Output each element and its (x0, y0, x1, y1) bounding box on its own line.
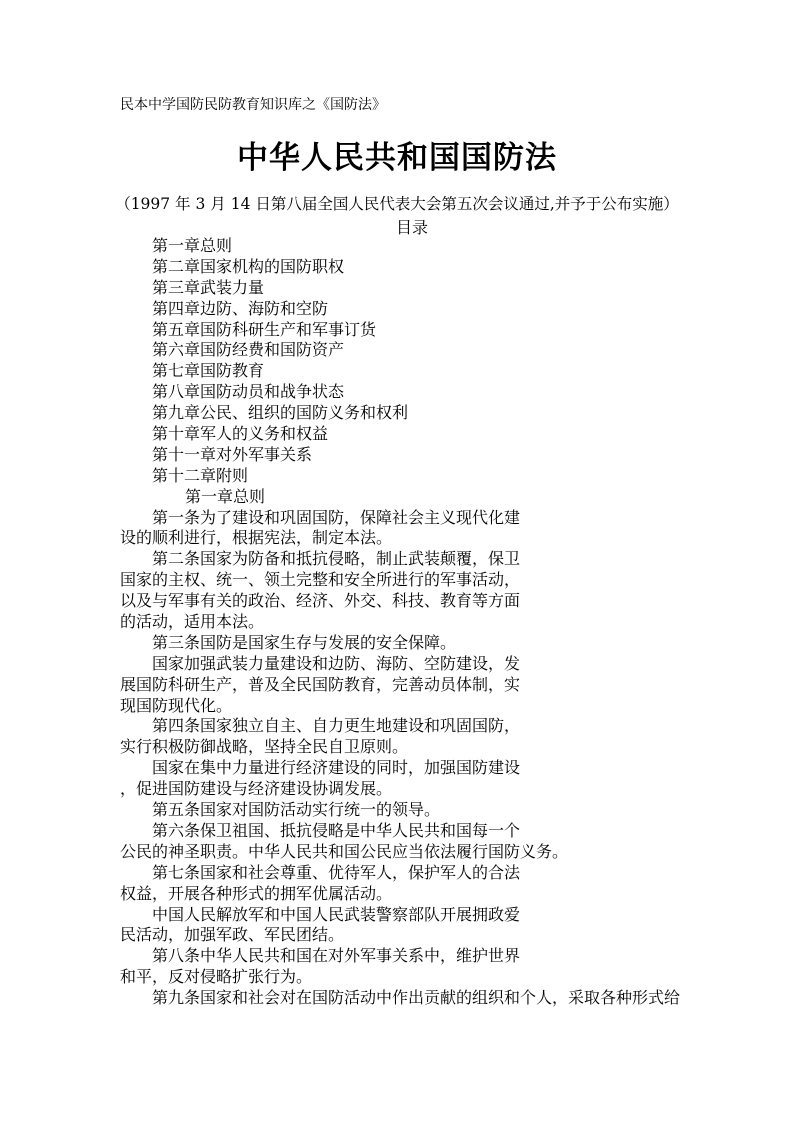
paragraph-line: 公民的神圣职责。中华人民共和国公民应当依法履行国防义务。 (120, 841, 569, 861)
document-title: 中华人民共和国国防法 (237, 140, 557, 176)
paragraph-line: 以及与军事有关的政治、经济、外交、科技、教育等方面 (120, 591, 521, 611)
article-paragraph (120, 800, 720, 821)
article-paragraph (120, 716, 720, 758)
paragraph-line: 第一条为了建设和巩固国防，保障社会主义现代化建 (152, 507, 521, 527)
article-paragraph (120, 863, 720, 905)
article-paragraph (120, 946, 720, 988)
paragraph-line: 第六条保卫祖国、抵抗侵略是中华人民共和国每一个 (152, 820, 521, 840)
toc-item: 第四章边防、海防和空防 (152, 298, 329, 318)
article-paragraph (120, 758, 720, 800)
paragraph-line: 中国人民解放军和中国人民武装警察部队开展拥政爱 (152, 904, 521, 924)
toc-item: 第六章国防经费和国防资产 (152, 340, 345, 360)
toc-item: 第三章武装力量 (152, 277, 265, 297)
toc-item: 第十一章对外军事关系 (152, 444, 313, 464)
toc-item: 第八章国防动员和战争状态 (152, 382, 345, 402)
paragraph-line: ，促进国防建设与经济建设协调发展。 (120, 779, 393, 799)
paragraph-line: 国家加强武装力量建设和边防、海防、空防建设，发 (152, 653, 521, 673)
toc-item: 第五章国防科研生产和军事订货 (152, 319, 377, 339)
adoption-note: （1997 年 3 月 14 日第八届全国人民代表大会第五次会议通过,并予于公布实施） (115, 195, 679, 213)
paragraph-line: 第五条国家对国防活动实行统一的领导。 (152, 800, 441, 820)
toc-item: 第十二章附则 (152, 465, 249, 485)
paragraph-line: 第七条国家和社会尊重、优待军人，保护军人的合法 (152, 862, 521, 882)
toc-heading: 目录 (395, 218, 428, 237)
paragraph-line: 第二条国家为防备和抵抗侵略，制止武装颠覆，保卫 (152, 549, 521, 569)
paragraph-line: 展国防科研生产，普及全民国防教育，完善动员体制，实 (120, 674, 521, 694)
article-paragraph (120, 905, 720, 947)
paragraph-line: 第四条国家独立自主、自力更生地建设和巩固国防， (152, 716, 521, 736)
paragraph-line: 国家的主权、统一、领土完整和安全所进行的军事活动， (120, 570, 521, 590)
paragraph-line: 设的顺利进行，根据宪法，制定本法。 (120, 528, 393, 548)
toc-item: 第九章公民、组织的国防义务和权利 (152, 403, 409, 423)
paragraph-line: 现国防现代化。 (120, 695, 233, 715)
article-paragraph (120, 633, 720, 654)
paragraph-line: 国家在集中力量进行经济建设的同时，加强国防建设 (152, 758, 521, 778)
paragraph-line: 第八条中华人民共和国在对外军事关系中，维护世界 (152, 946, 521, 966)
toc-item: 第七章国防教育 (152, 361, 265, 381)
chapter-heading: 第一章总则 (185, 486, 266, 506)
paragraph-line: 实行积极防御战略，坚持全民自卫原则。 (120, 737, 409, 757)
paragraph-line: 的活动，适用本法。 (120, 612, 265, 632)
article-paragraph (120, 988, 720, 1009)
table-of-contents (120, 236, 720, 487)
paragraph-line: 第三条国防是国家生存与发展的安全保障。 (152, 632, 457, 652)
toc-item: 第一章总则 (152, 236, 233, 255)
paragraph-line: 权益，开展各种形式的拥军优属活动。 (120, 883, 393, 903)
paragraph-line: 第九条国家和社会对在国防活动中作出贡献的组织和个人，采取各种形式给 (152, 988, 681, 1008)
article-paragraph (120, 821, 720, 863)
paragraph-line: 和平，反对侵略扩张行为。 (120, 967, 313, 987)
toc-item: 第十章军人的义务和权益 (152, 424, 329, 444)
document-header-line: 民本中学国防民防教育知识库之《国防法》 (120, 97, 386, 113)
paragraph-line: 民活动，加强军政、军民团结。 (120, 925, 345, 945)
article-paragraph (120, 508, 720, 550)
article-paragraph (120, 654, 720, 717)
toc-item: 第二章国家机构的国防职权 (152, 256, 345, 276)
document-body (120, 236, 720, 1009)
article-paragraph (120, 549, 720, 633)
